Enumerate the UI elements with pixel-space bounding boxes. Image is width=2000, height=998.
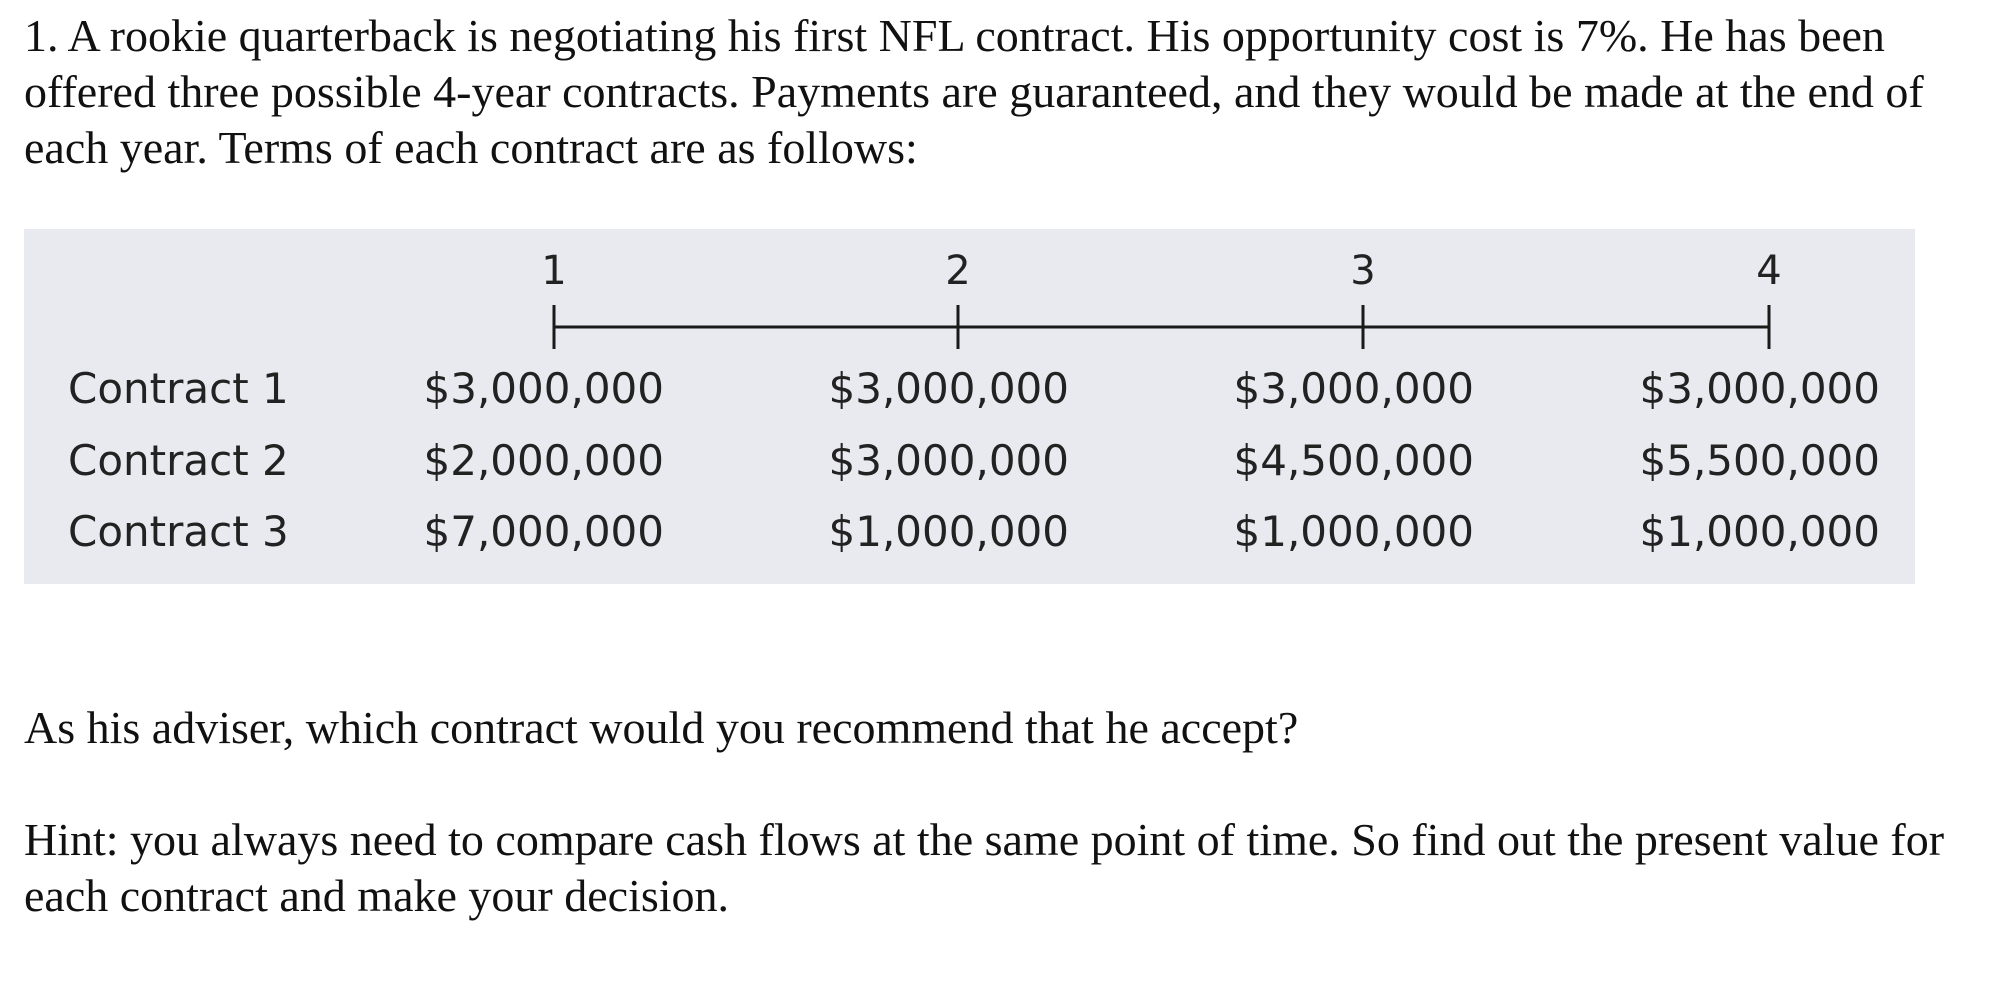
table-cell: $3,000,000 — [828, 364, 1069, 413]
contract-timeline-table — [24, 229, 1915, 584]
table-cell: $4,500,000 — [1233, 436, 1474, 485]
period-label-1: 1 — [541, 248, 567, 294]
question-text: 1. A rookie quarterback is negotiating his first NFL contract. His opportunity cost is 7%. He has been offered three possible 4-year contracts. Payments are guaranteed, and they would be made at the end of each year. Terms of each contract are as follows: — [24, 10, 1924, 173]
table-cell: $5,500,000 — [1639, 436, 1880, 485]
row-label-contract-1: Contract 1 — [68, 364, 289, 413]
hint-text: Hint: you always need to compare cash flows at the same point of time. So find out the present value for each contract and make your decision. — [24, 814, 1945, 921]
row-label-contract-2: Contract 2 — [68, 436, 289, 485]
row-label-contract-3: Contract 3 — [68, 507, 289, 556]
table-cell: $1,000,000 — [828, 507, 1069, 556]
table-cell: $1,000,000 — [1233, 507, 1474, 556]
period-label-4: 4 — [1756, 248, 1782, 294]
timeline-line — [24, 229, 1915, 349]
table-cell: $3,000,000 — [828, 436, 1069, 485]
table-cell: $3,000,000 — [1639, 364, 1880, 413]
prompt-text: As his adviser, which contract would you recommend that he accept? — [24, 702, 1299, 753]
period-label-2: 2 — [945, 248, 971, 294]
table-cell: $1,000,000 — [1639, 507, 1880, 556]
table-cell: $7,000,000 — [423, 507, 664, 556]
table-cell: $3,000,000 — [423, 364, 664, 413]
period-label-3: 3 — [1350, 248, 1376, 294]
table-cell: $2,000,000 — [423, 436, 664, 485]
table-cell: $3,000,000 — [1233, 364, 1474, 413]
